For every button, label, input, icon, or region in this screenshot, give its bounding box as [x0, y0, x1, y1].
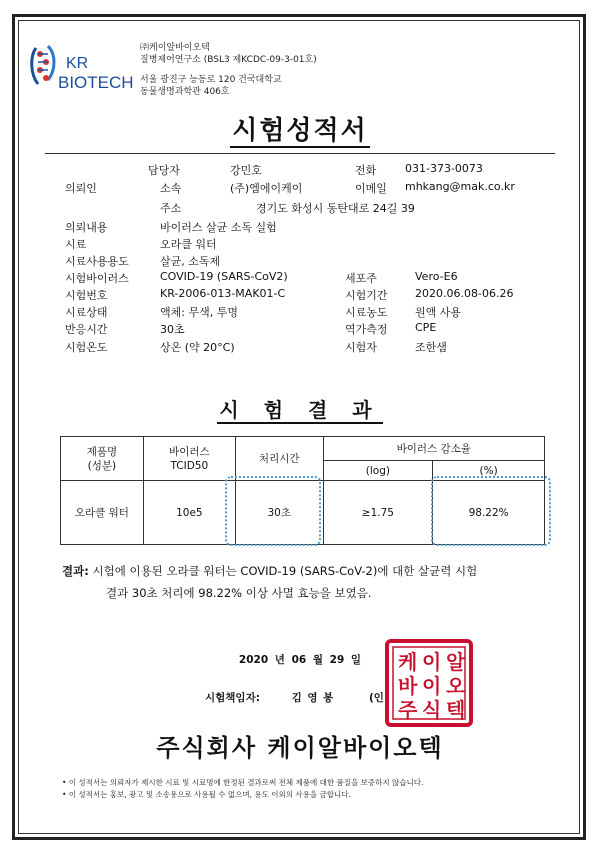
phone-value: 031-373-0073: [405, 162, 483, 175]
issue-date: 2020 년 06 월 29 일: [238, 654, 362, 666]
company-seal-stamp: [384, 638, 474, 728]
reaction-value: 30초: [160, 323, 185, 336]
svg-text:알: 알: [446, 650, 466, 674]
header-log: (log): [323, 461, 433, 481]
testno-value: KR-2006-013-MAK01-C: [160, 287, 286, 300]
email-value: mhkang@mak.co.kr: [405, 180, 515, 193]
svg-text:이: 이: [422, 650, 442, 674]
temp-label: 시험온도: [65, 341, 108, 354]
footnotes: [62, 777, 423, 801]
email-label: 이메일: [355, 182, 387, 195]
titer-value: CPE: [415, 321, 437, 334]
lab-address-1: 서울 광진구 능동로 120 건국대학교: [140, 75, 282, 85]
org-label: 소속: [160, 182, 182, 195]
signer-line: [205, 690, 389, 705]
testno-label: 시험번호: [65, 289, 108, 302]
address-label: 주소: [160, 202, 182, 215]
request-label: 의뢰내용: [65, 221, 108, 234]
header-product: 제품명 (성분): [61, 437, 144, 481]
titer-label: 역가측정: [345, 323, 388, 336]
svg-text:텍: 텍: [446, 698, 466, 722]
cell-virus: 10e5: [143, 481, 235, 545]
usage-label: 시료사용용도: [65, 255, 129, 268]
page-title: 시험성적서: [232, 116, 368, 146]
title-divider: [45, 153, 555, 154]
lab-division: 질병제어연구소 (BSL3 제KCDC-09-3-01호): [140, 55, 317, 65]
results-title: 시 험 결 과: [219, 398, 381, 422]
conclusion-line1: 시험에 이용된 오라클 워터는 COVID-19 (SARS-CoV-2)에 대한 살균력 시험: [92, 564, 478, 578]
conclusion-label: 결과:: [62, 564, 89, 578]
svg-text:식: 식: [422, 698, 442, 722]
conclusion: [62, 560, 477, 604]
svg-text:오: 오: [446, 674, 466, 698]
reaction-label: 반응시간: [65, 323, 108, 336]
virus-label: 시험바이러스: [65, 272, 129, 285]
header-virus: 바이러스 TCID50: [143, 437, 235, 481]
state-label: 시료상태: [65, 306, 108, 319]
cell-product: 오라클 워터: [61, 481, 144, 545]
cell-time: 30초: [235, 481, 323, 545]
lab-info: [140, 42, 317, 98]
period-label: 시험기간: [345, 289, 388, 302]
logo-kr-text: KR: [66, 55, 89, 72]
company-name: 주식회사 케이알바이오텍: [156, 734, 444, 762]
svg-text:이: 이: [422, 674, 442, 698]
period-value: 2020.06.08-06.26: [415, 287, 514, 300]
request-value: 바이러스 살균 소독 실험: [160, 221, 277, 234]
cell-pct: 98.22%: [433, 481, 545, 545]
signer-name: 김 영 봉: [291, 692, 334, 704]
conclusion-line2: 결과 30초 처리에 98.22% 이상 사멸 효능을 보였음.: [106, 586, 372, 600]
org-value: (주)엠에이케이: [230, 182, 303, 195]
tester-value: 조한샘: [415, 341, 447, 354]
tester-label: 시험자: [345, 341, 377, 354]
contact-value: 강민호: [230, 164, 262, 177]
state-value: 액체: 무색, 투명: [160, 306, 238, 319]
signer-seal-mark: (인): [368, 692, 389, 704]
header-pct: (%): [433, 461, 545, 481]
signer-label: 시험책임자:: [205, 692, 260, 704]
logo-biotech-text: BIOTECH: [58, 73, 134, 92]
header-time: 처리시간: [235, 437, 323, 481]
lab-address-2: 동물생명과학관 406호: [140, 87, 230, 97]
address-value: 경기도 화성시 동탄대로 24길 39: [256, 202, 415, 215]
cell-value: Vero-E6: [415, 270, 458, 283]
conc-label: 시료농도: [345, 306, 388, 319]
cell-log: ≥1.75: [323, 481, 433, 545]
header-reduction: 바이러스 감소율: [323, 437, 544, 461]
cell-label: 세포주: [345, 272, 377, 285]
temp-value: 상온 (약 20°C): [160, 341, 235, 354]
conc-value: 원액 사용: [415, 306, 462, 319]
phone-label: 전화: [355, 164, 377, 177]
contact-label: 담당자: [148, 164, 180, 177]
kr-biotech-logo: [22, 40, 152, 100]
svg-text:바: 바: [398, 674, 418, 698]
highlight-time: [225, 476, 321, 546]
sample-label: 시료: [65, 238, 87, 251]
virus-value: COVID-19 (SARS-CoV2): [160, 270, 288, 283]
svg-text:케: 케: [398, 650, 418, 674]
svg-text:주: 주: [398, 698, 418, 722]
footnote-1: • 이 성적서는 의뢰자가 제시한 시료 및 시료명에 한정된 결과로써 전체 제품에 대한 품질을 보증하지 않습니다.: [62, 778, 424, 787]
highlight-pct: [431, 476, 551, 546]
client-label: 의뢰인: [65, 182, 97, 195]
footnote-2: • 이 성적서는 홍보, 광고 및 소송용으로 사용될 수 없으며, 용도 이외의 사용을 금합니다.: [62, 790, 351, 799]
sample-value: 오라클 워터: [160, 238, 217, 251]
usage-value: 살균, 소독제: [160, 255, 221, 268]
lab-name: ㈜케이알바이오텍: [140, 43, 210, 53]
